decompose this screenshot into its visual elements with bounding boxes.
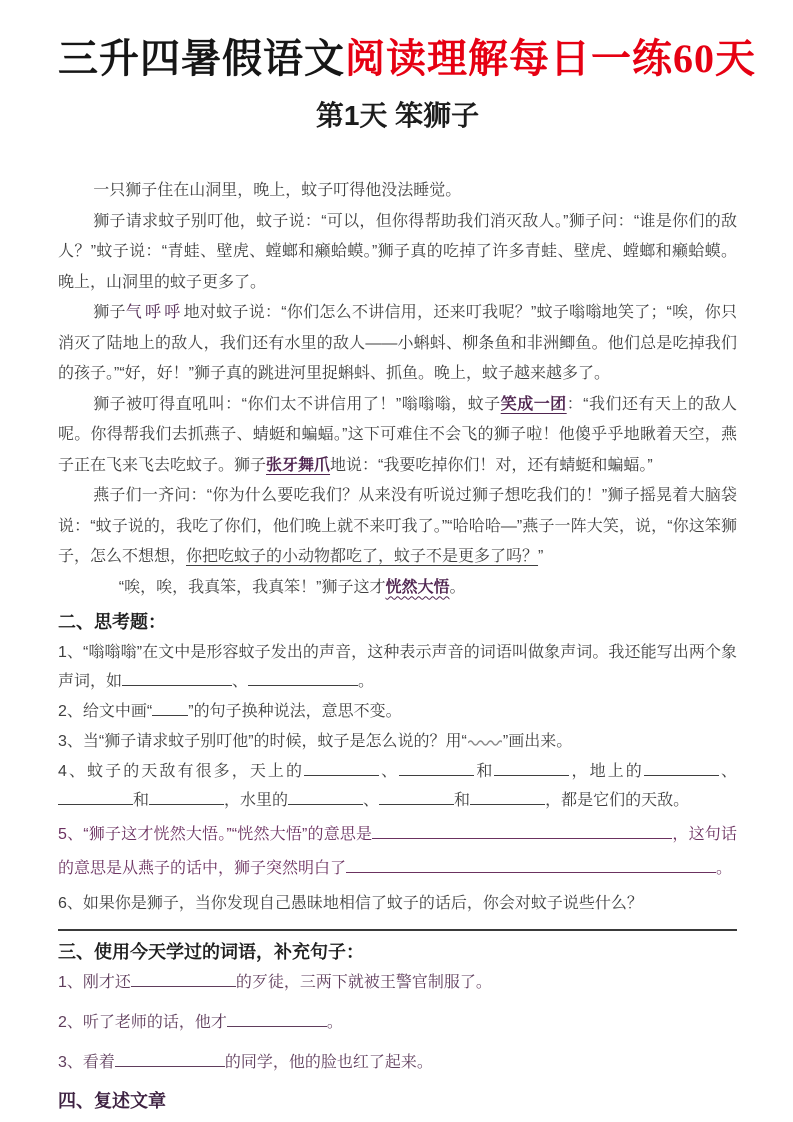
sentence-text: 2、听了老师的话，他才 <box>58 1014 227 1031</box>
section-divider <box>58 929 737 931</box>
story-paragraph-5 <box>58 481 737 573</box>
sentence-text: 3、看着 <box>58 1054 115 1071</box>
story-run: 燕子们一齐问：“你为什么要吃我们？从来没有听说过狮子想吃我们的！”狮子摇晃着大脑袋说：“蚊子说的，我吃了你们，他们晚上就不来叮我了。”“哈哈哈—”燕子一阵大笑，说，“你这笨狮子，怎么不想想， <box>58 487 737 565</box>
day-heading: 第1天 笨狮子 <box>315 100 480 131</box>
question-text: 和 <box>133 792 150 809</box>
question-text: 2、给文中画“ <box>58 703 153 720</box>
answer-blank <box>288 789 363 805</box>
question-text: ，水里的 <box>224 792 289 809</box>
vocab-word-huangran-dawu: 恍然大悟 <box>385 578 450 596</box>
title-black-part: 三升四暑假语文 <box>58 36 345 81</box>
answer-blank <box>372 823 672 839</box>
answer-blank <box>379 789 454 805</box>
story-run: 狮子请求蚊子别叮他，蚊子说：“可以，但你得帮助我们消灭敌人。”狮子问：“谁是你们的敌人？”蚊子说：“青蛙、壁虎、螳螂和癞蛤蟆。”狮子真的吃掉了许多青蛙、壁虎、螳螂和癞蛤蟆。晚上，山洞里的蚊子更多了。 <box>58 212 737 291</box>
question-text: ，都是它们的天敌。 <box>545 792 690 809</box>
story-run: 。 <box>449 578 466 596</box>
story-paragraph-3 <box>58 298 737 390</box>
story-run: 地对蚊子说：“你们怎么不讲信用，还来叮我呢？”蚊子嗡嗡地笑了；“唉，你只消灭了陆地上的敌人，我们还有水里的敌人——小蝌蚪、柳条鱼和非洲鲫鱼。他们总是吃掉我们的孩子。”“好，好！”狮子真的跳进河里捉蝌蚪、抓鱼。晚上，蚊子越来越多了。 <box>58 304 737 382</box>
question-text: 、 <box>232 673 249 690</box>
underline-mark <box>152 700 188 716</box>
question-text: 、 <box>718 763 737 780</box>
story-run: 地说：“我要吃掉你们！对，还有蜻蜓和蝙蝠。” <box>330 456 653 474</box>
question-text: 5、“狮子这才恍然大悟。”“恍然大悟”的意思是 <box>58 826 373 843</box>
title-red-part: 阅读理解每日一练60天 <box>345 36 756 81</box>
question-text: ，地上的 <box>569 763 644 780</box>
question-text: 和 <box>454 792 471 809</box>
sentence-text: 。 <box>326 1014 343 1031</box>
sentence-text: 1、刚才还 <box>58 974 131 991</box>
question-text: 。 <box>716 860 733 877</box>
page-title <box>58 34 756 84</box>
vocab-word-xiaocheng-yituan: 笑成一团 <box>500 395 567 413</box>
question-text: 、 <box>363 792 380 809</box>
story-run: ：“我们还有天上的敌人呢。你得帮我们去抓燕子、蜻蜓和蝙蝠。”这下可难住不会飞的狮子啦！他傻乎乎地瞅着天空，燕子正在飞来飞去吃蚊子。狮子 <box>58 395 737 474</box>
story-run: ” <box>538 548 544 565</box>
sentence-text: 的歹徒，三两下就被王警官制服了。 <box>235 974 492 991</box>
section3-heading: 三、使用今天学过的词语，补充句子： <box>58 942 364 962</box>
sentence-item-1 <box>58 968 737 997</box>
answer-blank <box>248 670 358 686</box>
story-text <box>58 176 737 603</box>
answer-blank <box>58 789 133 805</box>
question-3 <box>58 727 737 756</box>
section4-heading: 四、复述文章 <box>58 1091 166 1111</box>
question-5 <box>58 818 737 886</box>
answer-blank <box>494 760 569 776</box>
answer-blank <box>346 857 716 873</box>
story-paragraph-1 <box>58 176 737 207</box>
question-6: 6、如果你是狮子，当你发现自己愚昧地相信了蚊子的话后，你会对蚊子说些什么？ <box>58 895 643 912</box>
question-text: ”画出来。 <box>502 733 573 750</box>
underlined-sentence: 你把吃蚊子的小动物都吃了，蚊子不是更多了吗？ <box>186 548 539 565</box>
answer-blank <box>644 760 719 776</box>
question-4 <box>58 757 737 815</box>
sentence-item-3 <box>58 1048 737 1077</box>
question-text: 。 <box>358 673 375 690</box>
question-text: 4、蚊子的天敌有很多，天上的 <box>58 763 305 780</box>
question-text: ”的句子换种说法，意思不变。 <box>188 703 402 720</box>
answer-blank <box>304 760 379 776</box>
question-text: 、 <box>379 763 400 780</box>
sentence-text: 的同学，他的脸也红了起来。 <box>224 1054 433 1071</box>
answer-blank <box>115 1051 225 1067</box>
vocab-word-zhangya-wuzhao: 张牙舞爪 <box>266 456 331 474</box>
question-text: 1、“嗡嗡嗡”在文中是形容蚊子发出的声音，这种表示声音的词语叫做象声词。我还能写出两个象声词，如 <box>58 644 737 690</box>
question-2 <box>58 697 737 726</box>
question-text: 3、当“狮子请求蚊子别叮他”的时候，蚊子是怎么说的？用“ <box>58 733 467 750</box>
answer-blank <box>122 670 232 686</box>
wavy-line-icon <box>468 736 502 746</box>
answer-blank <box>149 789 224 805</box>
story-run: “唉，唉，我真笨，我真笨！”狮子这才 <box>118 578 386 596</box>
answer-blank <box>470 789 545 805</box>
question-text: 和 <box>474 763 495 780</box>
answer-blank <box>131 971 236 987</box>
story-paragraph-2 <box>58 207 737 299</box>
story-run: 狮子 <box>93 304 126 321</box>
question-text: ，这句话的意思是从燕子的话中，狮子突然明白了 <box>58 826 737 877</box>
story-paragraph-6 <box>58 573 737 604</box>
vocab-word-qihuhu: 气呼呼 <box>125 304 184 321</box>
section2-heading: 二、思考题： <box>58 612 166 632</box>
question-1 <box>58 638 737 696</box>
sentence-item-2 <box>58 1008 737 1037</box>
story-paragraph-4 <box>58 390 737 482</box>
answer-blank <box>227 1011 327 1027</box>
story-run: 狮子被叮得直吼叫：“你们太不讲信用了！”嗡嗡嗡，蚊子 <box>93 395 501 413</box>
answer-blank <box>399 760 474 776</box>
story-run: 一只狮子住在山洞里，晚上，蚊子叮得他没法睡觉。 <box>93 182 462 199</box>
